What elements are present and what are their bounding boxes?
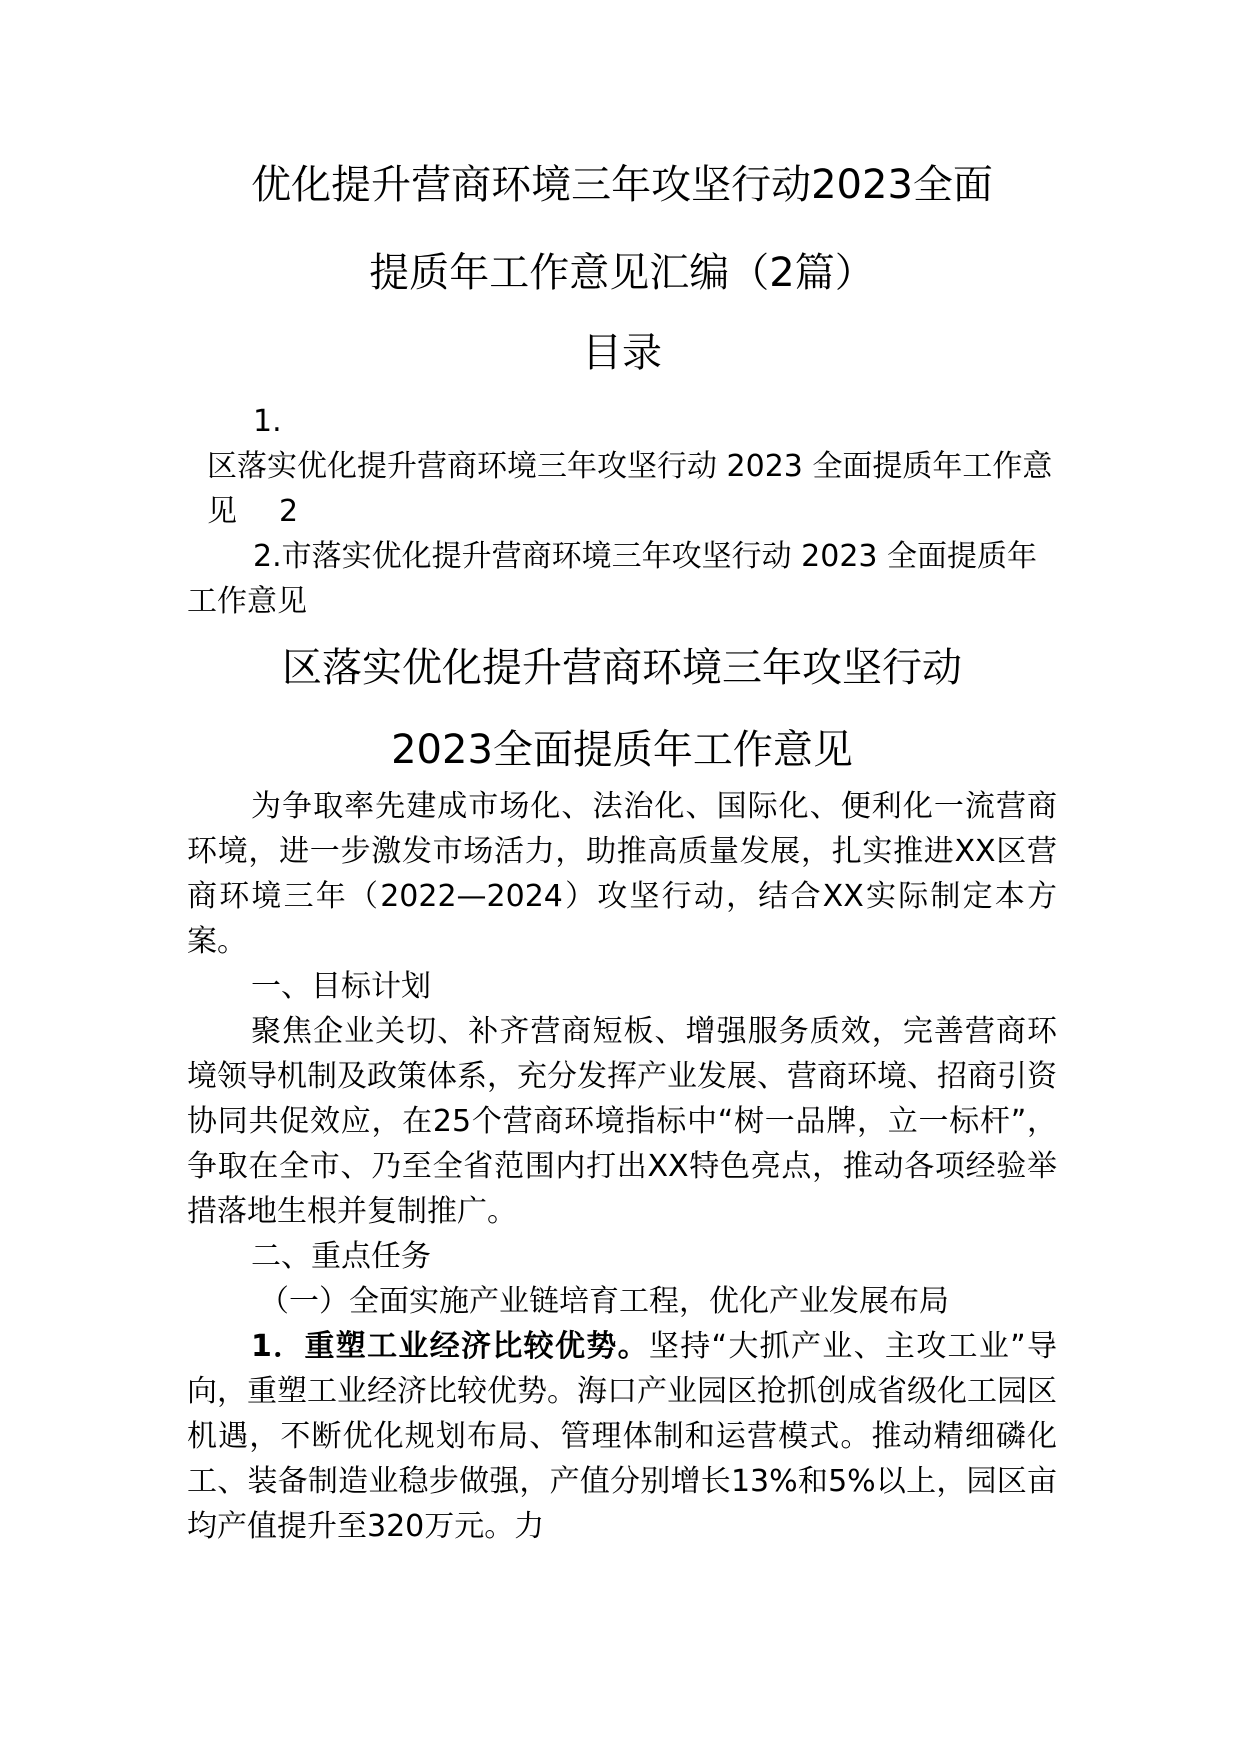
toc-item2[interactable]: 2.市落实优化提升营商环境三年攻坚行动 2023 全面提质年工作意见: [187, 539, 1038, 619]
article-body: [187, 784, 1057, 1549]
section2-heading: 二、重点任务: [251, 1239, 431, 1274]
toc-heading: 目录: [582, 330, 662, 376]
article-title-line1: 区落实优化提升营商环境三年攻坚行动: [282, 645, 962, 691]
subsection1-heading: （一）全面实施产业链培育工程，优化产业发展布局: [259, 1284, 949, 1319]
section1-heading: 一、目标计划: [251, 969, 431, 1004]
toc-item1-number[interactable]: 1.: [253, 404, 282, 439]
intro-paragraph: 为争取率先建成市场化、法治化、国际化、便利化一流营商环境，进一步激发市场活力，助推高质量发展，扎实推进XX区营商环境三年（2022—2024）攻坚行动，结合XX实际制定本方案。: [187, 789, 1057, 959]
item1-heading: 1．重塑工业经济比较优势。: [251, 1329, 649, 1364]
toc-item1-page[interactable]: 2: [279, 494, 299, 529]
item1-text: 坚持“大抓产业、主攻工业”导向，重塑工业经济比较优势。海口产业园区抢抓创成省级化工园区机遇，不断优化规划布局、管理体制和运营模式。推动精细磷化工、装备制造业稳步做强，产值分别增长13%和5%以上，园区亩均产值提升至320万元。力: [187, 1329, 1057, 1544]
document-title-line2: 提质年工作意见汇编（2篇）: [369, 250, 875, 296]
table-of-contents: [187, 399, 1057, 624]
toc-item1[interactable]: [187, 444, 1057, 534]
toc-item1-text[interactable]: 区落实优化提升营商环境三年攻坚行动 2023 全面提质年工作意见: [207, 449, 1053, 529]
document-content: [187, 162, 1057, 1549]
article-title-line2: 2023全面提质年工作意见: [391, 727, 853, 773]
section1-paragraph: 聚焦企业关切、补齐营商短板、增强服务质效，完善营商环境领导机制及政策体系，充分发挥产业发展、营商环境、招商引资协同共促效应，在25个营商环境指标中“树一品牌，立一标杆”，争取在全市、乃至全省范围内打出XX特色亮点，推动各项经验举措落地生根并复制推广。: [187, 1014, 1057, 1229]
document-title-line1: 优化提升营商环境三年攻坚行动2023全面: [251, 162, 993, 208]
item1-paragraph: [187, 1324, 1057, 1549]
